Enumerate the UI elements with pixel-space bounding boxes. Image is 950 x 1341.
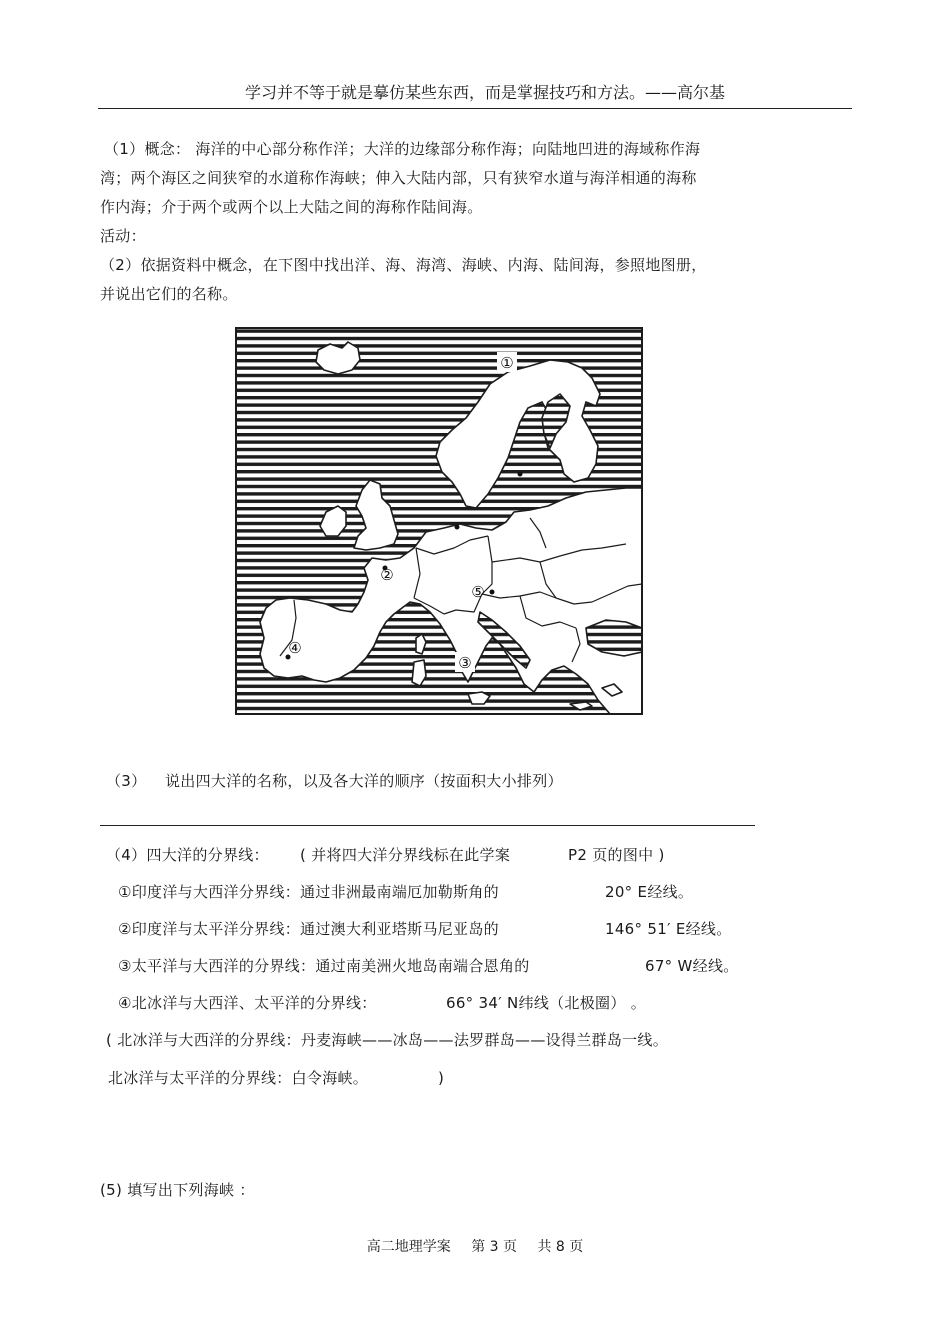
city-dot [490, 590, 495, 595]
boundary-3-label: ③太平洋与大西洋的分界线：通过南美洲火地岛南端合恩角的 [118, 957, 530, 975]
footer-page: 第 3 页 [471, 1239, 517, 1255]
europe-map-svg [230, 322, 650, 742]
marker-3: ③ [458, 654, 472, 672]
city-dot [455, 525, 460, 530]
marker-4: ④ [288, 639, 302, 657]
arctic-pacific-boundary: 北冰洋与太平洋的分界线：白令海峡。 [108, 1069, 369, 1087]
marker-2: ② [380, 566, 394, 584]
task-3-text: 说出四大洋的名称，以及各大洋的顺序（按面积大小排列） [165, 772, 563, 790]
marker-5: ⑤ [471, 583, 485, 601]
task-5-text: (5) 填写出下列海峡 ： [100, 1181, 255, 1199]
arctic-atlantic-boundary: ( 北冰洋与大西洋的分界线：丹麦海峡——冰岛——法罗群岛——设得兰群岛一线。 [106, 1031, 669, 1049]
boundary-1-label: ①印度洋与大西洋分界线：通过非洲最南端厄加勒斯角的 [118, 883, 499, 901]
closing-paren: ) [438, 1069, 445, 1087]
concept-line-2: 湾；两个海区之间狭窄的水道称作海峡；伸入大陆内部，只有狭窄水道与海洋相通的海称 [100, 169, 697, 187]
task-4-title: （4）四大洋的分界线： [106, 846, 269, 864]
city-dot [518, 472, 523, 477]
header-quote: 学习并不等于就是摹仿某些东西，而是掌握技巧和方法。——高尔基 [244, 83, 725, 102]
boundary-2-value: 146° 51′ E经线。 [605, 920, 732, 938]
footer-total: 共 8 页 [537, 1239, 584, 1255]
boundary-3-value: 67° W经线。 [645, 957, 739, 975]
task-2-line-2: 并说出它们的名称。 [100, 285, 238, 303]
marker-1: ① [500, 354, 514, 372]
boundary-4-value: 66° 34′ N纬线（北极圈） 。 [446, 994, 647, 1012]
activity-label: 活动： [100, 227, 146, 245]
europe-map [230, 322, 650, 742]
footer-course: 高二地理学案 [366, 1239, 451, 1255]
task-4-note-page: P2 页的图中 ) [568, 846, 665, 864]
task-2-line-1: （2）依据资料中概念，在下图中找出洋、海、海湾、海峡、内海、陆间海，参照地图册， [100, 256, 707, 274]
concept-line-3: 作内海；介于两个或两个以上大陆之间的海称作陆间海。 [100, 198, 483, 216]
boundary-1-value: 20° E经线。 [605, 883, 694, 901]
concept-line-1: （1）概念： 海洋的中心部分称作洋；大洋的边缘部分称作海；向陆地凹进的海域称作海 [104, 140, 701, 158]
boundary-4-label: ④北冰洋与大西洋、太平洋的分界线： [118, 994, 377, 1012]
header-rule [98, 108, 852, 109]
footer [0, 1236, 950, 1256]
task-3-number: （3） [106, 772, 147, 790]
task-4-note: ( 并将四大洋分界线标在此学案 [300, 846, 511, 864]
boundary-2-label: ②印度洋与太平洋分界线：通过澳大利亚塔斯马尼亚岛的 [118, 920, 499, 938]
answer-line[interactable] [100, 825, 755, 826]
